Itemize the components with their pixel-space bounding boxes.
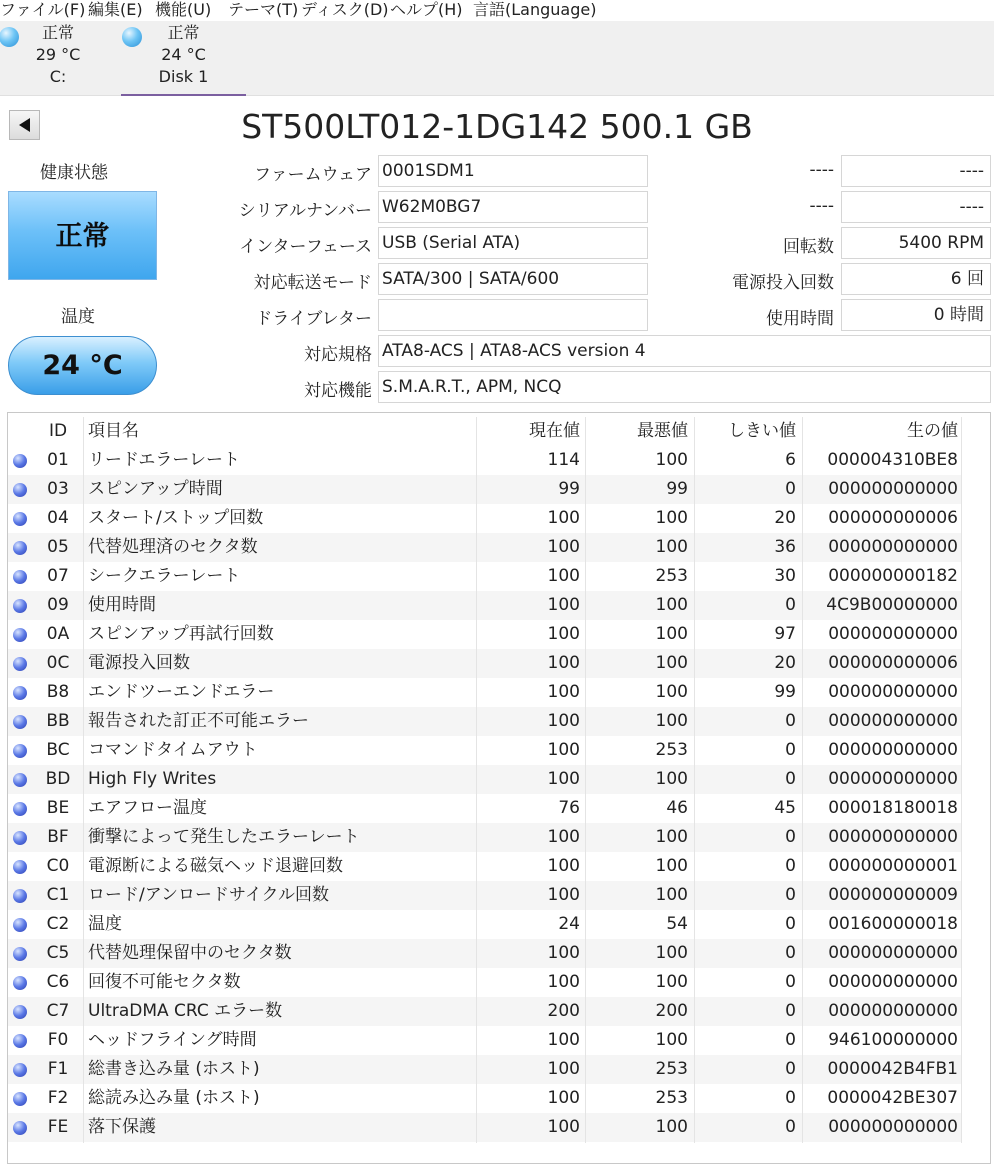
table-row[interactable] [8,794,961,823]
threshold-value: 20 [774,653,796,673]
worst-value: 46 [666,798,688,818]
attribute-name: ロード/アンロードサイクル回数 [88,885,330,905]
worst-value: 200 [655,1001,688,1021]
attribute-name: スタート/ストップ回数 [88,508,264,528]
attribute-name: 使用時間 [88,595,156,615]
threshold-value: 45 [774,798,796,818]
table-row[interactable] [8,1026,961,1055]
table-row[interactable] [8,968,961,997]
worst-value: 100 [655,508,688,528]
attribute-name: 回復不可能セクタ数 [88,972,241,992]
attribute-name: シークエラーレート [88,566,241,586]
raw-value: 4C9B00000000 [826,595,958,615]
worst-value: 100 [655,885,688,905]
raw-value: 000000000000 [828,1117,958,1137]
interface-value: USB (Serial ATA) [378,227,648,259]
raw-value: 000000000006 [828,508,958,528]
attribute-name: 落下保護 [88,1117,156,1137]
attribute-id: F2 [47,1088,69,1108]
status-dot-icon [13,570,27,584]
status-dot-icon [13,773,27,787]
threshold-value: 0 [785,1030,796,1050]
transfer-mode-value: SATA/300 | SATA/600 [378,263,648,295]
threshold-value: 6 [785,450,796,470]
table-row[interactable] [8,1113,961,1142]
attribute-id: 05 [47,537,69,557]
info-right-label-2: ---- [809,196,834,216]
current-value: 100 [547,682,580,702]
status-dot-icon [13,657,27,671]
worst-value: 100 [655,856,688,876]
temperature-label: 温度 [61,307,95,327]
table-row[interactable] [8,562,961,591]
status-dot-icon [13,947,27,961]
disk-name: C: [49,67,67,86]
worst-value: 100 [655,624,688,644]
table-row[interactable] [8,881,961,910]
worst-value: 253 [655,740,688,760]
attribute-id: 0C [46,653,70,673]
worst-value: 100 [655,682,688,702]
power-on-hours-value: 0 時間 [841,299,991,331]
worst-value: 100 [655,450,688,470]
attribute-name: リードエラーレート [88,450,240,470]
attribute-name: 電源投入回数 [88,653,190,673]
raw-value: 000000000000 [828,769,958,789]
attribute-id: BE [46,798,70,818]
threshold-value: 0 [785,1117,796,1137]
current-value: 100 [547,943,580,963]
status-dot-icon [13,1034,27,1048]
info-right-value-2: ---- [841,191,991,223]
smart-attributes-table [7,412,991,1164]
threshold-value: 0 [785,769,796,789]
health-status-label: 健康状態 [40,163,108,183]
attribute-id: 07 [47,566,69,586]
disk-status: 正常 [41,23,74,42]
table-row[interactable] [8,620,961,649]
worst-value: 100 [655,827,688,847]
raw-value: 000000000000 [828,537,958,557]
serial-number-label: シリアルナンバー [238,201,372,221]
attribute-name: スピンアップ再試行回数 [88,624,274,644]
table-row[interactable] [8,852,961,881]
current-value: 24 [558,914,580,934]
interface-label: インターフェース [239,237,372,257]
raw-value: 000000000000 [828,682,958,702]
threshold-value: 0 [785,1059,796,1079]
threshold-value: 0 [785,711,796,731]
threshold-value: 0 [785,1088,796,1108]
info-right-label-1: ---- [809,160,834,180]
attribute-id: C6 [46,972,70,992]
attribute-id: F0 [47,1030,69,1050]
raw-value: 946100000000 [828,1030,958,1050]
attribute-id: BD [45,769,71,789]
table-row[interactable] [8,678,961,707]
worst-value: 253 [655,1059,688,1079]
table-row[interactable] [8,649,961,678]
attribute-name: High Fly Writes [88,769,217,789]
raw-value: 000000000000 [828,972,958,992]
table-row[interactable] [8,533,961,562]
threshold-value: 0 [785,1001,796,1021]
status-dot-icon [13,686,27,700]
status-dot-icon [13,744,27,758]
status-dot-icon [13,889,27,903]
status-dot-icon [13,599,27,613]
worst-value: 54 [666,914,688,934]
column-header-threshold[interactable]: しきい値 [728,421,796,441]
attribute-name: 衝撃によって発生したエラーレート [88,827,360,847]
current-value: 100 [547,537,580,557]
firmware-value: 0001SDM1 [378,155,648,187]
current-value: 114 [547,450,580,470]
attribute-name: UltraDMA CRC エラー数 [88,1001,283,1021]
attribute-name: 温度 [88,914,122,934]
attribute-name: エアフロー温度 [88,798,207,818]
raw-value: 000018180018 [828,798,958,818]
worst-value: 100 [655,972,688,992]
power-on-hours-label: 使用時間 [766,309,834,329]
raw-value: 000000000009 [828,885,958,905]
current-value: 76 [558,798,580,818]
table-row[interactable] [8,504,961,533]
attribute-name: 総書き込み量 (ホスト) [88,1059,260,1079]
threshold-value: 0 [785,856,796,876]
disk-status: 正常 [167,23,200,42]
status-dot-icon [13,1005,27,1019]
threshold-value: 0 [785,914,796,934]
serial-number-value: W62M0BG7 [378,191,648,223]
raw-value: 000000000182 [828,566,958,586]
threshold-value: 36 [774,537,796,557]
menu-language[interactable]: 言語(Language) [473,0,597,19]
current-value: 100 [547,1088,580,1108]
menu-bar [0,0,994,21]
info-right-value-1: ---- [841,155,991,187]
threshold-value: 0 [785,885,796,905]
table-row[interactable] [8,910,961,939]
attribute-id: C5 [46,943,70,963]
worst-value: 100 [655,769,688,789]
current-value: 100 [547,1030,580,1050]
column-header-name[interactable]: 項目名 [88,421,139,441]
worst-value: 100 [655,1030,688,1050]
table-row[interactable] [8,475,961,504]
attribute-id: FE [47,1117,69,1137]
drive-letter-value [378,299,648,331]
current-value: 100 [547,624,580,644]
rotation-rate-label: 回転数 [783,237,834,257]
attribute-id: C7 [46,1001,70,1021]
raw-value: 000004310BE8 [827,450,958,470]
current-value: 100 [547,856,580,876]
attribute-name: 電源断による磁気ヘッド退避回数 [88,856,343,876]
raw-value: 000000000000 [828,479,958,499]
table-header [8,417,961,446]
current-value: 100 [547,1117,580,1137]
attribute-id: BF [47,827,69,847]
worst-value: 100 [655,1117,688,1137]
menu-function[interactable]: 機能(U) [155,0,212,19]
menu-help[interactable]: ヘルプ(H) [390,0,463,19]
table-row[interactable] [8,707,961,736]
threshold-value: 0 [785,479,796,499]
status-dot-icon [13,860,27,874]
attribute-name: 総読み込み量 (ホスト) [88,1088,260,1108]
features-value: S.M.A.R.T., APM, NCQ [378,371,991,403]
raw-value: 000000000000 [828,711,958,731]
attribute-id: B8 [46,682,70,702]
menu-disk[interactable]: ディスク(D) [301,0,389,19]
threshold-value: 99 [774,682,796,702]
status-dot-icon [13,715,27,729]
attribute-name: ヘッドフライング時間 [88,1030,257,1050]
attribute-id: 01 [47,450,69,470]
worst-value: 99 [666,479,688,499]
current-value: 100 [547,653,580,673]
worst-value: 100 [655,653,688,673]
current-value: 100 [547,827,580,847]
temperature-badge[interactable]: 24 °C [8,336,157,395]
raw-value: 000000000000 [828,943,958,963]
status-dot-icon [13,454,27,468]
threshold-value: 0 [785,943,796,963]
disk-tab-c[interactable] [0,21,125,94]
column-header-worst[interactable]: 最悪値 [637,421,688,441]
health-status-badge[interactable]: 正常 [8,191,157,280]
status-dot-icon [13,1063,27,1077]
current-value: 100 [547,972,580,992]
raw-value: 000000000001 [828,856,958,876]
status-dot-icon [13,628,27,642]
attribute-id: 03 [47,479,69,499]
current-value: 200 [547,1001,580,1021]
raw-value: 000000000000 [828,1001,958,1021]
worst-value: 100 [655,943,688,963]
attribute-name: 代替処理済のセクタ数 [88,537,258,557]
drive-model-title: ST500LT012-1DG142 500.1 GB [241,107,753,146]
threshold-value: 0 [785,827,796,847]
attribute-id: 09 [47,595,69,615]
current-value: 99 [558,479,580,499]
threshold-value: 0 [785,740,796,760]
threshold-value: 0 [785,972,796,992]
raw-value: 000000000000 [828,827,958,847]
status-dot-icon [13,831,27,845]
current-value: 100 [547,769,580,789]
attribute-id: F1 [47,1059,69,1079]
current-value: 100 [547,1059,580,1079]
attribute-id: BB [46,711,70,731]
worst-value: 100 [655,595,688,615]
column-header-id[interactable]: ID [48,421,68,441]
worst-value: 100 [655,537,688,557]
status-dot-icon [13,1092,27,1106]
raw-value: 000000000000 [828,624,958,644]
power-on-count-value: 6 回 [841,263,991,295]
attribute-name: コマンドタイムアウト [88,740,258,760]
raw-value: 0000042BE307 [827,1088,958,1108]
raw-value: 000000000000 [828,740,958,760]
table-row[interactable] [8,997,961,1026]
table-row[interactable] [8,939,961,968]
raw-value: 000000000006 [828,653,958,673]
worst-value: 100 [655,711,688,731]
attribute-id: BC [46,740,70,760]
column-header-raw[interactable]: 生の値 [907,421,958,441]
table-row[interactable] [8,1055,961,1084]
status-dot-icon [13,976,27,990]
table-row[interactable] [8,446,961,475]
disk-temp: 29 °C [35,45,81,64]
disk-selector-bar [0,21,994,96]
attribute-name: スピンアップ時間 [88,479,223,499]
disk-tab-disk1[interactable] [121,21,246,96]
disk-temp: 24 °C [161,45,206,64]
attribute-id: 04 [47,508,69,528]
table-row[interactable] [8,823,961,852]
menu-theme[interactable]: テーマ(T) [228,0,299,19]
current-value: 100 [547,508,580,528]
table-row[interactable] [8,736,961,765]
threshold-value: 0 [785,595,796,615]
menu-file[interactable]: ファイル(F) [0,0,86,19]
status-dot-icon [13,918,27,932]
column-header-current[interactable]: 現在値 [529,421,580,441]
table-row[interactable] [8,765,961,794]
standard-label: 対応規格 [304,345,372,365]
current-value: 100 [547,885,580,905]
attribute-id: C2 [46,914,70,934]
attribute-name: エンドツーエンドエラー [88,682,275,702]
rotation-rate-value: 5400 RPM [841,227,991,259]
status-dot-icon [13,541,27,555]
worst-value: 253 [655,566,688,586]
drive-letter-label: ドライブレター [255,309,372,329]
worst-value: 253 [655,1088,688,1108]
raw-value: 0000042B4FB1 [827,1059,958,1079]
threshold-value: 30 [774,566,796,586]
status-dot-icon [13,512,27,526]
standard-value: ATA8-ACS | ATA8-ACS version 4 [378,335,991,367]
attribute-name: 代替処理保留中のセクタ数 [88,943,292,963]
current-value: 100 [547,595,580,615]
attribute-id: C0 [46,856,70,876]
transfer-mode-label: 対応転送モード [253,273,372,293]
menu-edit[interactable]: 編集(E) [88,0,143,19]
attribute-id: C1 [46,885,70,905]
status-dot-icon [13,802,27,816]
firmware-label: ファームウェア [254,165,372,185]
disk-name: Disk 1 [158,67,209,86]
threshold-value: 20 [774,508,796,528]
power-on-count-label: 電源投入回数 [732,273,834,293]
table-row[interactable] [8,1084,961,1113]
attribute-name: 報告された訂正不可能エラー [88,711,309,731]
current-value: 100 [547,740,580,760]
threshold-value: 97 [774,624,796,644]
table-row[interactable] [8,591,961,620]
status-dot-icon [13,483,27,497]
current-value: 100 [547,566,580,586]
attribute-id: 0A [46,624,70,644]
current-value: 100 [547,711,580,731]
status-dot-icon [13,1121,27,1135]
features-label: 対応機能 [304,381,372,401]
raw-value: 001600000018 [828,914,958,934]
